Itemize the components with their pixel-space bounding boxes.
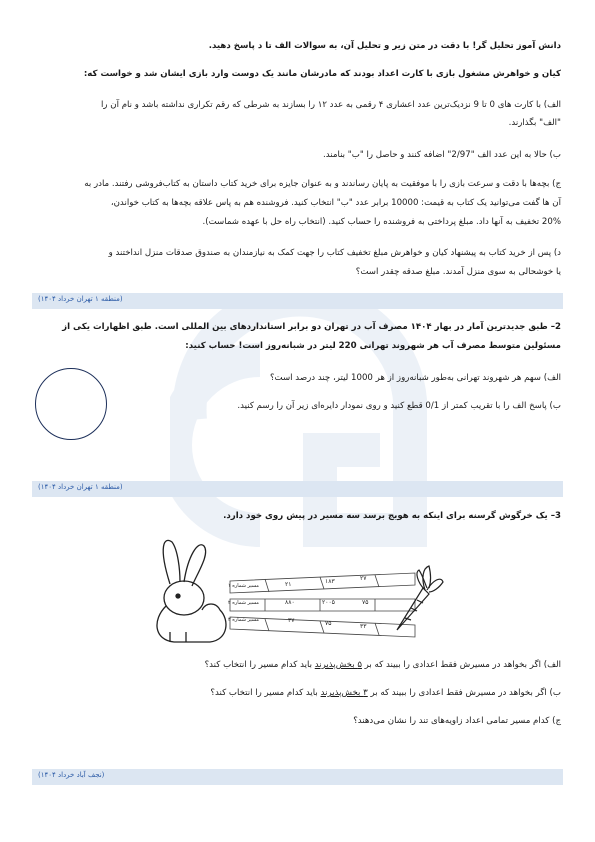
q3-part-c: ج) کدام مسیر تمامی اعداد زاویه‌های تند را نشان می‌دهند؟ xyxy=(353,716,561,726)
q2-part-b: ب) پاسخ الف را با تقریب کمتر از 0/1 قطع کنید و روی نمودار دایره‌ای زیر آن را رسم کنید. xyxy=(237,401,561,411)
q1-part-d-2: یا خوشحالی به سوی منزل آمدند. مبلغ صدقه چقدر است؟ xyxy=(355,267,561,277)
q1-part-c-1: ج) بچه‌ها با دقت و سرعت بازی را با موفقیت به پایان رساندند و به عنوان جایزه برای خرید کتاب داستان به کتاب‌فروشی رفتند. مادر به xyxy=(84,179,561,189)
intro-text: دانش آموز تحلیل گر! با دقت در متن زیر و تحلیل آن، به سوالات الف تا د پاسخ دهید. xyxy=(208,41,561,51)
path-1-number-3: ۲۱ xyxy=(285,581,292,588)
q1-part-c-3: 20% تخفیف به آنها داد. مبلغ پرداختی به فروشنده را حساب کنید. (انتخاب راه حل با عهده شماست). xyxy=(202,217,561,227)
path-3-number-3: ۳۷ xyxy=(288,617,295,624)
story-text: کیان و خواهرش مشغول بازی با کارت اعداد بودند که مادرشان مانند یک دوست وارد بازی ایشان شد و خواست که: xyxy=(83,69,561,79)
q2-title-1: 2– طبق جدیدترین آمار در بهار ۱۴۰۴ مصرف آب در تهران دو برابر استانداردهای بین المللی است. طبق اظهارات یکی از xyxy=(62,322,561,332)
path-3-number-1: ۳۳ xyxy=(360,623,367,630)
rabbit-icon xyxy=(140,536,236,646)
path-2-number-3: ۸۸۰ xyxy=(285,599,295,606)
source-band-2: (منطقه ۱ تهران خرداد ۱۴۰۴) xyxy=(32,481,563,497)
path-3-label: مسیر شماره ۳ xyxy=(228,617,259,623)
q3-part-a: الف) اگر بخواهد در مسیرش فقط اعدادی را ببیند که بر ۵ بخش‌پذیرند باید کدام مسیر را انتخاب کند؟ xyxy=(204,660,561,670)
q1-part-a: الف) با کارت های 0 تا 9 نزدیک‌ترین عدد اعشاری ۴ رقمی به عدد ۱۲ را بسازند به شرطی که رقم تکراری نداشته باشد و نام آن را xyxy=(101,100,561,110)
q1-part-c-2: آن ها گفت می‌توانید یک کتاب به قیمت: 10000 برابر عدد "ب" انتخاب کنید. فروشنده هم به پاس علاقه بچه‌ها به کتاب خواندن، xyxy=(110,198,561,208)
pie-chart-circle xyxy=(35,368,107,440)
q2-part-a: الف) سهم هر شهروند تهرانی به‌طور شبانه‌روز از هر 1000 لیتر، چند درصد است؟ xyxy=(269,373,561,383)
path-2-number-2: ۲۰۰۵ xyxy=(322,599,335,606)
q3-part-b: ب) اگر بخواهد در مسیرش فقط اعدادی را ببیند که بر ۳ بخش‌پذیرند باید کدام مسیر را انتخاب کند؟ xyxy=(210,688,561,698)
q1-part-b: ب) حالا به این عدد الف "2/97" اضافه کنند و حاصل را "ب" بنامند. xyxy=(323,150,561,160)
path-2-number-1: ۷۵ xyxy=(362,599,369,606)
path-1-label: مسیر شماره ۱ xyxy=(228,583,259,589)
q1-part-d-1: د) پس از خرید کتاب به پیشنهاد کیان و خواهرش مبلغ تخفیف کتاب را جهت کمک به نیازمندان به صندوق صدقات منزل انداختند و xyxy=(108,248,561,258)
path-1-number-2: ۱۸۳ xyxy=(325,578,335,585)
q3-title: 3– یک خرگوش گرسنه برای اینکه به هویج برسد سه مسیر در پیش روی خود دارد. xyxy=(223,511,561,521)
path-3-number-2: ۷۵ xyxy=(325,620,332,627)
path-1-number-1: ۲۷ xyxy=(360,575,367,582)
path-2-label: مسیر شماره ۲ xyxy=(228,600,259,606)
source-band-3: (نجف آباد خرداد ۱۴۰۴) xyxy=(32,769,563,785)
q1-part-a-cont: "الف" بگذارند. xyxy=(508,118,561,128)
q2-title-2: مسئولین متوسط مصرف آب هر شهروند تهرانی 220 لیتر در شبانه‌روز است! حساب کنید: xyxy=(185,341,561,351)
carrot-icon xyxy=(385,560,445,635)
source-band-1: (منطقه ۱ تهران خرداد ۱۴۰۴) xyxy=(32,293,563,309)
